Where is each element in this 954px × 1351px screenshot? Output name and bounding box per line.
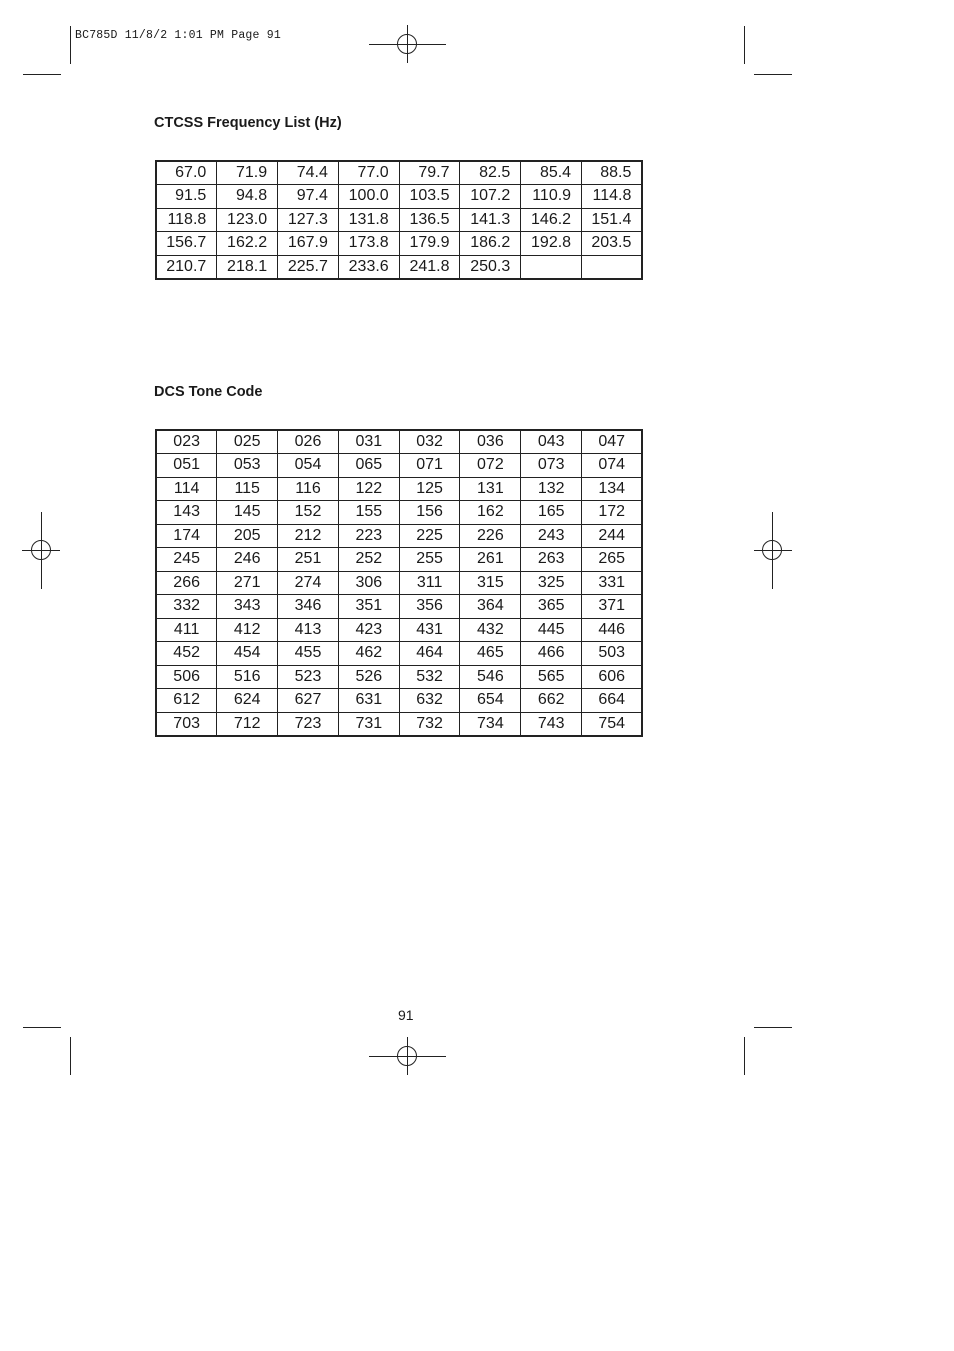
table-cell: 325 bbox=[521, 571, 582, 595]
table-cell: 311 bbox=[399, 571, 460, 595]
table-row bbox=[156, 185, 642, 209]
table-cell: 624 bbox=[217, 689, 278, 713]
ctcss-frequency-table bbox=[155, 160, 643, 280]
table-cell: 054 bbox=[278, 454, 339, 478]
table-row bbox=[156, 571, 642, 595]
table-cell: 131.8 bbox=[338, 208, 399, 232]
table-cell: 631 bbox=[338, 689, 399, 713]
table-cell: 356 bbox=[399, 595, 460, 619]
table-cell: 146.2 bbox=[521, 208, 582, 232]
table-cell: 266 bbox=[156, 571, 217, 595]
table-cell: 143 bbox=[156, 501, 217, 525]
table-cell: 156.7 bbox=[156, 232, 217, 256]
table-cell: 203.5 bbox=[582, 232, 643, 256]
table-cell: 116 bbox=[278, 477, 339, 501]
table-cell: 122 bbox=[338, 477, 399, 501]
table-cell: 036 bbox=[460, 430, 521, 454]
page-number: 91 bbox=[398, 1007, 414, 1023]
table-row bbox=[156, 524, 642, 548]
table-cell: 732 bbox=[399, 712, 460, 736]
table-row bbox=[156, 689, 642, 713]
table-cell: 051 bbox=[156, 454, 217, 478]
table-cell: 455 bbox=[278, 642, 339, 666]
table-row bbox=[156, 712, 642, 736]
table-cell: 243 bbox=[521, 524, 582, 548]
table-row bbox=[156, 208, 642, 232]
table-cell: 315 bbox=[460, 571, 521, 595]
table-cell: 565 bbox=[521, 665, 582, 689]
table-cell: 226 bbox=[460, 524, 521, 548]
crop-mark bbox=[23, 1027, 61, 1028]
table-cell: 233.6 bbox=[338, 255, 399, 279]
table-cell: 162 bbox=[460, 501, 521, 525]
table-cell: 446 bbox=[582, 618, 643, 642]
table-row bbox=[156, 618, 642, 642]
table-cell: 172 bbox=[582, 501, 643, 525]
table-cell: 136.5 bbox=[399, 208, 460, 232]
table-cell: 91.5 bbox=[156, 185, 217, 209]
crop-mark bbox=[70, 26, 71, 64]
table-cell: 723 bbox=[278, 712, 339, 736]
table-row bbox=[156, 255, 642, 279]
table-cell: 526 bbox=[338, 665, 399, 689]
table-row bbox=[156, 232, 642, 256]
table-cell: 466 bbox=[521, 642, 582, 666]
registration-mark-icon bbox=[31, 540, 51, 560]
table-cell: 77.0 bbox=[338, 161, 399, 185]
table-cell: 306 bbox=[338, 571, 399, 595]
table-cell: 454 bbox=[217, 642, 278, 666]
table-cell: 413 bbox=[278, 618, 339, 642]
table-cell: 156 bbox=[399, 501, 460, 525]
crop-mark bbox=[744, 1037, 745, 1075]
table-cell: 065 bbox=[338, 454, 399, 478]
dcs-tone-code-table bbox=[155, 429, 643, 737]
table-cell: 627 bbox=[278, 689, 339, 713]
table-cell: 371 bbox=[582, 595, 643, 619]
table-cell: 072 bbox=[460, 454, 521, 478]
table-cell: 632 bbox=[399, 689, 460, 713]
table-cell: 503 bbox=[582, 642, 643, 666]
crop-mark bbox=[754, 74, 792, 75]
table-cell: 162.2 bbox=[217, 232, 278, 256]
table-cell: 351 bbox=[338, 595, 399, 619]
table-cell: 462 bbox=[338, 642, 399, 666]
table-cell: 754 bbox=[582, 712, 643, 736]
table-cell: 218.1 bbox=[217, 255, 278, 279]
table-cell bbox=[582, 255, 643, 279]
table-cell: 82.5 bbox=[460, 161, 521, 185]
table-cell: 88.5 bbox=[582, 161, 643, 185]
table-cell: 612 bbox=[156, 689, 217, 713]
table-cell: 252 bbox=[338, 548, 399, 572]
table-cell: 025 bbox=[217, 430, 278, 454]
table-cell: 85.4 bbox=[521, 161, 582, 185]
table-cell: 265 bbox=[582, 548, 643, 572]
table-cell: 343 bbox=[217, 595, 278, 619]
table-cell: 074 bbox=[582, 454, 643, 478]
table-cell: 043 bbox=[521, 430, 582, 454]
table-cell: 271 bbox=[217, 571, 278, 595]
registration-mark-icon bbox=[762, 540, 782, 560]
table-cell: 123.0 bbox=[217, 208, 278, 232]
table-cell: 532 bbox=[399, 665, 460, 689]
table-cell: 97.4 bbox=[278, 185, 339, 209]
table-cell: 118.8 bbox=[156, 208, 217, 232]
registration-mark-icon bbox=[397, 1046, 417, 1066]
table-cell: 141.3 bbox=[460, 208, 521, 232]
table-row bbox=[156, 595, 642, 619]
table-cell: 131 bbox=[460, 477, 521, 501]
table-row bbox=[156, 477, 642, 501]
table-cell: 152 bbox=[278, 501, 339, 525]
table-cell: 100.0 bbox=[338, 185, 399, 209]
table-cell: 423 bbox=[338, 618, 399, 642]
table-cell: 250.3 bbox=[460, 255, 521, 279]
table-cell: 731 bbox=[338, 712, 399, 736]
table-cell: 110.9 bbox=[521, 185, 582, 209]
table-cell: 134 bbox=[582, 477, 643, 501]
table-cell: 364 bbox=[460, 595, 521, 619]
table-cell: 465 bbox=[460, 642, 521, 666]
table-cell: 274 bbox=[278, 571, 339, 595]
table-cell: 151.4 bbox=[582, 208, 643, 232]
table-row bbox=[156, 454, 642, 478]
ctcss-title: CTCSS Frequency List (Hz) bbox=[154, 115, 342, 131]
table-cell: 546 bbox=[460, 665, 521, 689]
table-cell bbox=[521, 255, 582, 279]
table-row bbox=[156, 665, 642, 689]
table-cell: 031 bbox=[338, 430, 399, 454]
table-cell: 212 bbox=[278, 524, 339, 548]
table-cell: 205 bbox=[217, 524, 278, 548]
table-cell: 210.7 bbox=[156, 255, 217, 279]
table-cell: 225 bbox=[399, 524, 460, 548]
table-cell: 664 bbox=[582, 689, 643, 713]
registration-mark-icon bbox=[397, 34, 417, 54]
table-cell: 445 bbox=[521, 618, 582, 642]
table-cell: 412 bbox=[217, 618, 278, 642]
table-row bbox=[156, 430, 642, 454]
table-cell: 263 bbox=[521, 548, 582, 572]
table-cell: 255 bbox=[399, 548, 460, 572]
crop-mark bbox=[70, 1037, 71, 1075]
table-cell: 071 bbox=[399, 454, 460, 478]
table-cell: 165 bbox=[521, 501, 582, 525]
table-cell: 332 bbox=[156, 595, 217, 619]
table-cell: 432 bbox=[460, 618, 521, 642]
table-cell: 244 bbox=[582, 524, 643, 548]
table-cell: 94.8 bbox=[217, 185, 278, 209]
table-cell: 654 bbox=[460, 689, 521, 713]
table-cell: 606 bbox=[582, 665, 643, 689]
table-cell: 703 bbox=[156, 712, 217, 736]
table-cell: 125 bbox=[399, 477, 460, 501]
table-cell: 712 bbox=[217, 712, 278, 736]
table-cell: 506 bbox=[156, 665, 217, 689]
table-row bbox=[156, 161, 642, 185]
table-cell: 452 bbox=[156, 642, 217, 666]
table-cell: 032 bbox=[399, 430, 460, 454]
table-cell: 346 bbox=[278, 595, 339, 619]
crop-mark bbox=[744, 26, 745, 64]
table-cell: 179.9 bbox=[399, 232, 460, 256]
table-cell: 174 bbox=[156, 524, 217, 548]
print-header: BC785D 11/8/2 1:01 PM Page 91 bbox=[75, 29, 281, 42]
table-cell: 107.2 bbox=[460, 185, 521, 209]
table-cell: 155 bbox=[338, 501, 399, 525]
table-cell: 74.4 bbox=[278, 161, 339, 185]
table-cell: 132 bbox=[521, 477, 582, 501]
crop-mark bbox=[754, 1027, 792, 1028]
table-cell: 464 bbox=[399, 642, 460, 666]
table-cell: 053 bbox=[217, 454, 278, 478]
table-cell: 026 bbox=[278, 430, 339, 454]
table-cell: 71.9 bbox=[217, 161, 278, 185]
table-cell: 411 bbox=[156, 618, 217, 642]
table-cell: 145 bbox=[217, 501, 278, 525]
table-cell: 331 bbox=[582, 571, 643, 595]
table-cell: 186.2 bbox=[460, 232, 521, 256]
table-cell: 246 bbox=[217, 548, 278, 572]
table-cell: 023 bbox=[156, 430, 217, 454]
table-cell: 79.7 bbox=[399, 161, 460, 185]
table-cell: 743 bbox=[521, 712, 582, 736]
table-cell: 167.9 bbox=[278, 232, 339, 256]
table-cell: 251 bbox=[278, 548, 339, 572]
table-cell: 516 bbox=[217, 665, 278, 689]
table-cell: 073 bbox=[521, 454, 582, 478]
table-cell: 047 bbox=[582, 430, 643, 454]
dcs-title: DCS Tone Code bbox=[154, 384, 263, 400]
table-cell: 734 bbox=[460, 712, 521, 736]
table-row bbox=[156, 642, 642, 666]
table-cell: 365 bbox=[521, 595, 582, 619]
table-cell: 114.8 bbox=[582, 185, 643, 209]
table-cell: 225.7 bbox=[278, 255, 339, 279]
table-cell: 173.8 bbox=[338, 232, 399, 256]
table-row bbox=[156, 548, 642, 572]
table-cell: 245 bbox=[156, 548, 217, 572]
crop-mark bbox=[23, 74, 61, 75]
table-cell: 261 bbox=[460, 548, 521, 572]
table-cell: 523 bbox=[278, 665, 339, 689]
table-cell: 192.8 bbox=[521, 232, 582, 256]
table-cell: 431 bbox=[399, 618, 460, 642]
table-cell: 115 bbox=[217, 477, 278, 501]
table-cell: 114 bbox=[156, 477, 217, 501]
table-cell: 241.8 bbox=[399, 255, 460, 279]
table-cell: 223 bbox=[338, 524, 399, 548]
table-row bbox=[156, 501, 642, 525]
table-cell: 662 bbox=[521, 689, 582, 713]
table-cell: 103.5 bbox=[399, 185, 460, 209]
table-cell: 127.3 bbox=[278, 208, 339, 232]
table-cell: 67.0 bbox=[156, 161, 217, 185]
